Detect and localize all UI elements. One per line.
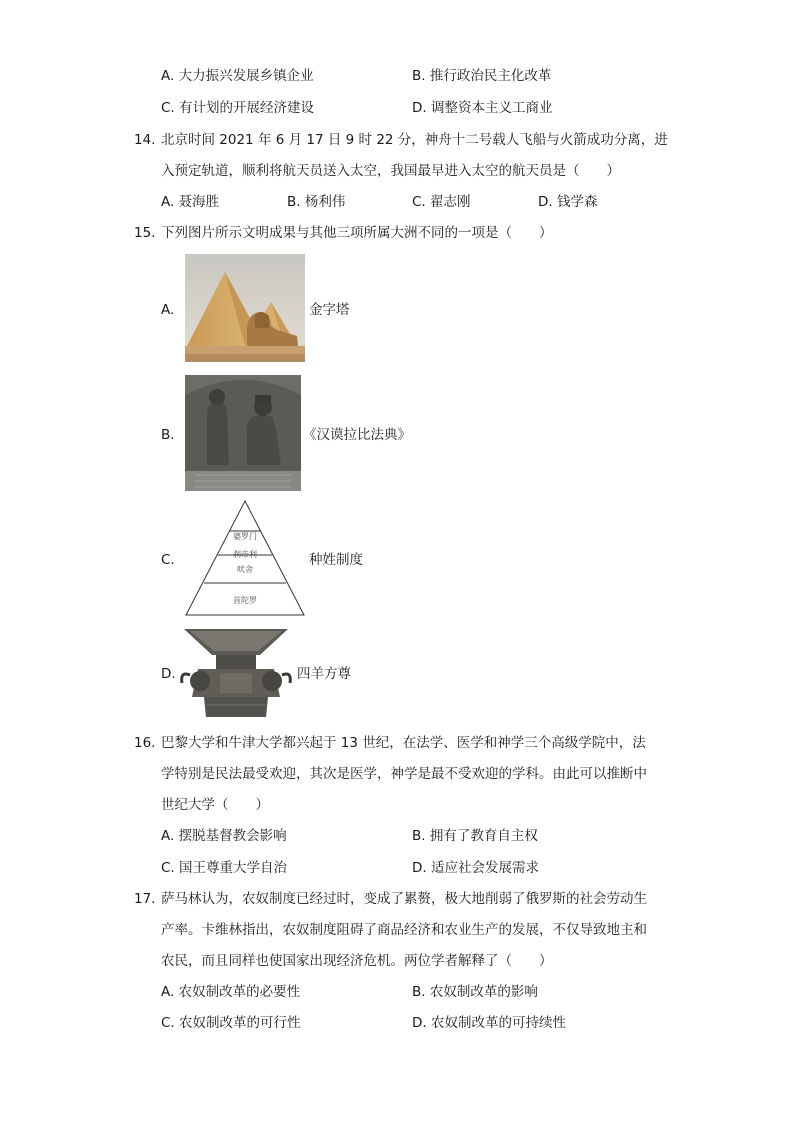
option-text: 钱学森 [556,194,598,210]
option-letter: B. [412,984,426,1000]
q13-option-c[interactable] [161,98,314,118]
q14-option-b[interactable] [287,192,345,212]
q15-option-b[interactable] [161,425,175,445]
q14-option-a[interactable] [161,192,219,212]
option-letter: B. [161,427,175,443]
q15-caption-d: 四羊方尊 [297,666,351,682]
option-text: 大力振兴发展乡镇企业 [178,68,314,84]
q17-stem-line-3: 农民，而且同样也使国家出现经济危机。两位学者解释了（ ） [161,953,553,969]
q13-option-b[interactable] [412,66,551,86]
option-text: 杨利伟 [304,194,346,210]
option-letter: C. [161,100,175,116]
option-text: 拥有了教育自主权 [429,828,538,844]
caste-level-kshatriya: 刹帝利 [233,550,257,559]
option-letter: B. [412,828,426,844]
caste-level-shudra: 首陀罗 [233,596,257,605]
q14-stem-line-2: 入预定轨道，顺利将航天员送入太空，我国最早进入太空的航天员是（ ） [161,163,620,179]
option-text: 翟志刚 [430,194,471,210]
q17-number: 17. [134,891,156,907]
q14-number: 14. [134,132,156,148]
q14-option-d[interactable] [538,192,597,212]
option-text: 农奴制改革的必要性 [178,984,301,1000]
option-letter: B. [412,68,426,84]
q15-stem: 下列图片所示文明成果与其他三项所属大洲不同的一项是（ ） [161,225,553,241]
option-letter: A. [161,302,175,318]
q16-option-b[interactable] [412,826,538,846]
caste-level-brahmin: 婆罗门 [233,532,257,541]
bronze-vessel-illustration [176,625,296,721]
option-text: 调整资本主义工商业 [430,100,553,116]
q17-stem-line-2: 产率。卡维林指出，农奴制度阻碍了商品经济和农业生产的发展，不仅导致地主和 [161,922,647,938]
q15-option-a[interactable] [161,300,174,320]
option-letter: C. [161,860,175,876]
option-letter: A. [161,984,175,1000]
q14-option-c[interactable] [412,192,471,212]
q15-number: 15. [134,225,156,241]
option-letter: D. [161,666,176,682]
option-letter: A. [161,68,175,84]
option-text: 国王尊重大学自治 [179,860,288,876]
q16-option-c[interactable] [161,858,287,878]
q17-option-c[interactable] [161,1013,301,1033]
option-text: 有计划的开展经济建设 [179,100,315,116]
option-text: 农奴制改革的可行性 [179,1015,301,1031]
option-letter: D. [412,860,427,876]
four-ram-zun-image [176,625,296,721]
q16-stem-line-1: 巴黎大学和牛津大学都兴起于 13 世纪，在法学、医学和神学三个高级学院中，法 [161,735,646,751]
q16-stem-line-3: 世纪大学（ ） [161,797,269,813]
option-text: 农奴制改革的影响 [429,984,538,1000]
pyramid-image [185,254,305,362]
q16-stem-line-2: 学特别是民法最受欢迎，其次是医学，神学是最不受欢迎的学科。由此可以推断中 [161,766,647,782]
option-letter: C. [161,1015,175,1031]
q15-caption-b: 《汉谟拉比法典》 [303,427,411,443]
option-letter: D. [412,1015,427,1031]
q15-caption-a: 金字塔 [309,302,350,318]
q17-option-d[interactable] [412,1013,566,1033]
q15-option-d[interactable] [161,664,176,684]
option-letter: C. [412,194,426,210]
q16-option-a[interactable] [161,826,287,846]
caste-pyramid-svg [184,499,306,617]
option-text: 摆脱基督教会影响 [178,828,287,844]
q15-caption-c: 种姓制度 [309,552,363,568]
option-text: 聂海胜 [178,194,220,210]
q16-number: 16. [134,735,156,751]
option-text: 推行政治民主化改革 [429,68,552,84]
q17-option-b[interactable] [412,982,538,1002]
option-text: 适应社会发展需求 [430,860,539,876]
q15-option-c[interactable] [161,550,175,570]
q13-option-a[interactable] [161,66,314,86]
q17-stem-line-1: 萨马林认为，农奴制度已经过时，变成了累赘，极大地削弱了俄罗斯的社会劳动生 [161,891,647,907]
option-letter: C. [161,552,175,568]
q17-option-a[interactable] [161,982,300,1002]
option-letter: D. [538,194,553,210]
option-letter: D. [412,100,427,116]
caste-pyramid-diagram [184,499,306,617]
q14-stem-line-1: 北京时间 2021 年 6 月 17 日 9 时 22 分，神舟十二号载人飞船与火箭成功分离，进 [161,132,668,148]
q16-option-d[interactable] [412,858,539,878]
option-letter: B. [287,194,301,210]
caste-level-vaishya: 吠舍 [237,565,253,574]
option-letter: A. [161,828,175,844]
option-text: 农奴制改革的可持续性 [430,1015,566,1031]
hammurabi-stele-image [185,375,301,491]
stele-illustration [185,375,301,491]
q13-option-d[interactable] [412,98,552,118]
pyramid-sphinx-illustration [185,254,305,362]
option-letter: A. [161,194,175,210]
